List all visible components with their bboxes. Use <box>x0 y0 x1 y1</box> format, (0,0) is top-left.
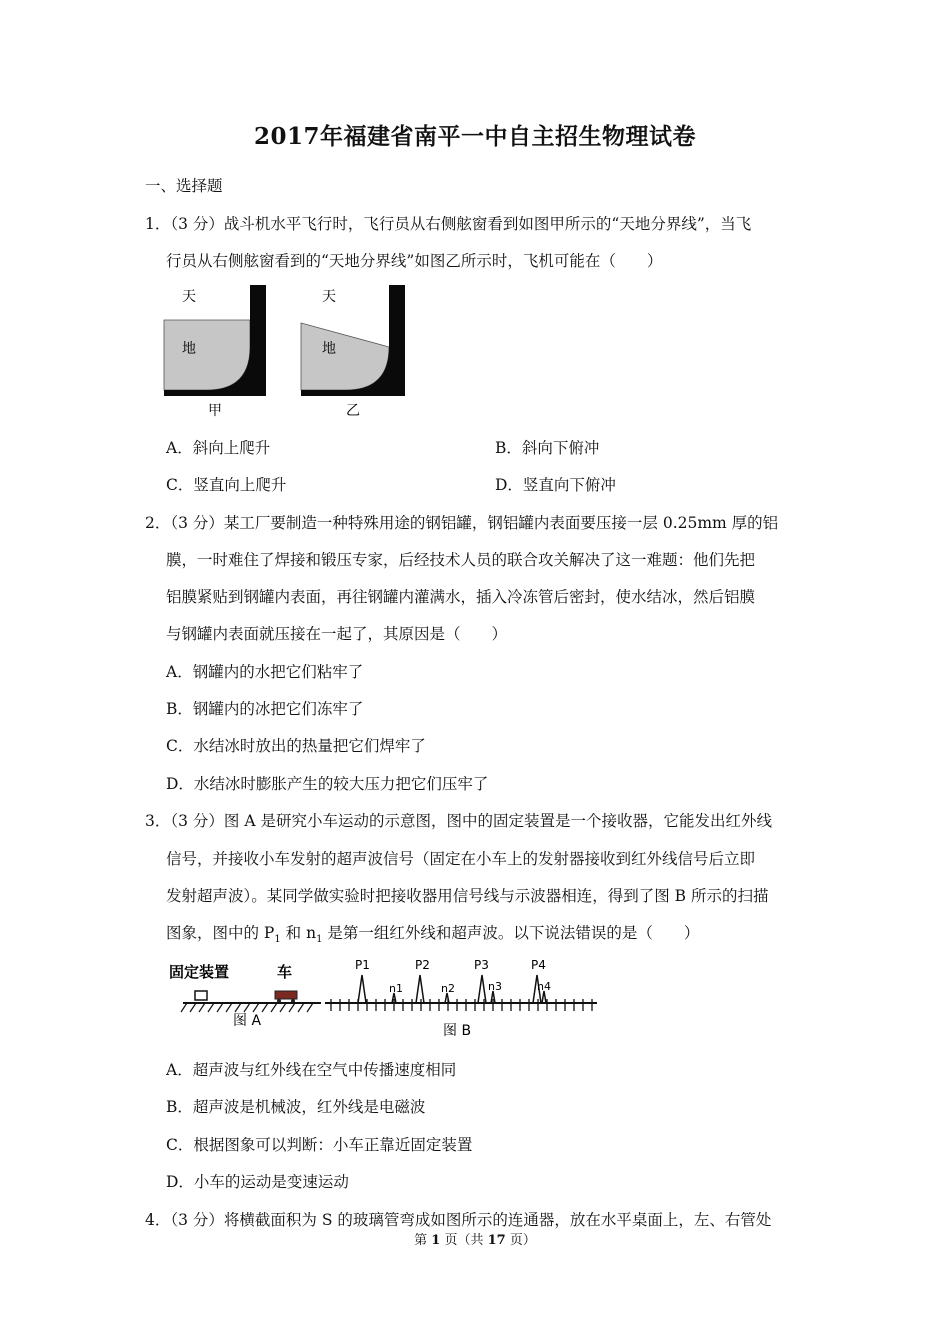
q1-option-a: A．斜向上爬升 <box>166 439 271 457</box>
q3-line-2: 信号，并接收小车发射的超声波信号（固定在小车上的发射器接收到红外线信号后立即 <box>166 850 756 868</box>
hatch-mark <box>244 1003 250 1012</box>
hatch-mark <box>199 1003 205 1012</box>
hatch-mark <box>262 1003 268 1012</box>
caption-figure-b: 图 B <box>443 1023 472 1039</box>
page-footer: 第 1 页（共 17 页） <box>414 1233 536 1248</box>
receiver-box <box>195 991 207 1000</box>
q2-option-b: B．钢罐内的冰把它们冻牢了 <box>166 700 364 718</box>
sky-label-yi: 天 <box>322 289 336 305</box>
caption-figure-a: 图 A <box>233 1013 262 1029</box>
q1-option-d: D．竖直向下俯冲 <box>495 476 616 494</box>
q3-figure <box>165 955 600 1040</box>
hatch-mark <box>217 1003 223 1012</box>
echo-label-n4: n4 <box>537 980 551 993</box>
q3-line-3: 发射超声波）。某同学做实验时把接收器用信号线与示波器相连，得到了图 B 所示的扫描 <box>166 887 769 905</box>
hatch-mark <box>307 1003 313 1012</box>
echo-label-n3: n3 <box>488 980 502 993</box>
hatch-mark <box>271 1003 277 1012</box>
q3-option-b: B．超声波是机械波，红外线是电磁波 <box>166 1098 426 1116</box>
pulse-label-p3: P3 <box>474 958 489 972</box>
pulse-label-p2: P2 <box>415 958 430 972</box>
axis-ticks <box>331 999 592 1011</box>
q1-figure <box>160 283 410 423</box>
q2-line-4: 与钢罐内表面就压接在一起了，其原因是（ ） <box>166 625 508 643</box>
q3-option-a: A．超声波与红外线在空气中传播速度相同 <box>166 1061 457 1079</box>
hatch-mark <box>226 1003 232 1012</box>
car-label: 车 <box>277 963 293 981</box>
current-page: 1 <box>431 1233 441 1248</box>
q3-line-1: 3．（3 分）图 A 是研究小车运动的示意图，图中的固定装置是一个接收器，它能发出红外线 <box>145 812 772 830</box>
q2-line-3: 铝膜紧贴到钢罐内表面，再往钢罐内灌满水，插入冷冻管后密封，使水结冰，然后铝膜 <box>166 588 756 606</box>
echo-label-n1: n1 <box>389 982 403 995</box>
total-pages: 17 <box>487 1233 506 1248</box>
figure-b <box>325 958 597 1039</box>
pulse-label-p4: P4 <box>531 958 546 972</box>
section-heading: 一、选择题 <box>145 177 223 195</box>
hatch-mark <box>298 1003 304 1012</box>
figure-jia <box>164 285 266 419</box>
q2-option-d: D．水结冰时膨胀产生的较大压力把它们压牢了 <box>166 775 489 793</box>
hatch-mark <box>190 1003 196 1012</box>
page-title: 2017年福建省南平一中自主招生物理试卷 <box>253 123 696 150</box>
q2-line-2: 膜，一时难住了焊接和锻压专家，后经技术人员的联合攻关解决了这一难题：他们先把 <box>166 551 756 569</box>
q4-line-1: 4．（3 分）将横截面积为 S 的玻璃管弯成如图所示的连通器，放在水平桌面上，左、右管处 <box>145 1211 772 1229</box>
hatch-mark <box>280 1003 286 1012</box>
caption-jia: 甲 <box>208 403 222 419</box>
ground-hatch <box>181 1003 313 1012</box>
ground-label-jia: 地 <box>182 341 196 357</box>
q3-option-c: C．根据图象可以判断：小车正靠近固定装置 <box>166 1136 473 1154</box>
car-body <box>275 991 297 999</box>
q2-line-1: 2．（3 分）某工厂要制造一种特殊用途的钢铝罐，钢铝罐内表面要压接一层 0.25mm 厚的铝 <box>145 514 779 532</box>
caption-yi: 乙 <box>346 403 360 419</box>
ground-label-yi: 地 <box>322 341 336 357</box>
hatch-mark <box>289 1003 295 1012</box>
q1-line-1: 1．（3 分）战斗机水平飞行时，飞行员从右侧舷窗看到如图甲所示的“天地分界线”，当飞 <box>145 215 752 233</box>
q3-option-d: D．小车的运动是变速运动 <box>166 1173 349 1191</box>
figure-a <box>169 963 321 1029</box>
device-label: 固定装置 <box>169 963 230 981</box>
q2-option-c: C．水结冰时放出的热量把它们焊牢了 <box>166 737 426 755</box>
q1-line-2: 行员从右侧舷窗看到的“天地分界线”如图乙所示时，飞机可能在（ ） <box>166 252 663 270</box>
pulse-label-p1: P1 <box>355 958 370 972</box>
hatch-mark <box>235 1003 241 1012</box>
q1-option-c: C．竖直向上爬升 <box>166 476 287 494</box>
hatch-mark <box>208 1003 214 1012</box>
q2-option-a: A．钢罐内的水把它们粘牢了 <box>166 663 364 681</box>
hatch-mark <box>181 1003 187 1012</box>
hatch-mark <box>253 1003 259 1012</box>
echo-label-n2: n2 <box>441 982 455 995</box>
q3-line-4: 图象，图中的 $P_1$ 和 $n_1$ 是第一组红外线和超声波。以下说法错误的是（ ） <box>166 924 700 946</box>
sky-label-jia: 天 <box>182 289 196 305</box>
signal-trace <box>325 975 597 1003</box>
q1-option-b: B．斜向下俯冲 <box>495 439 600 457</box>
figure-yi <box>301 285 405 419</box>
